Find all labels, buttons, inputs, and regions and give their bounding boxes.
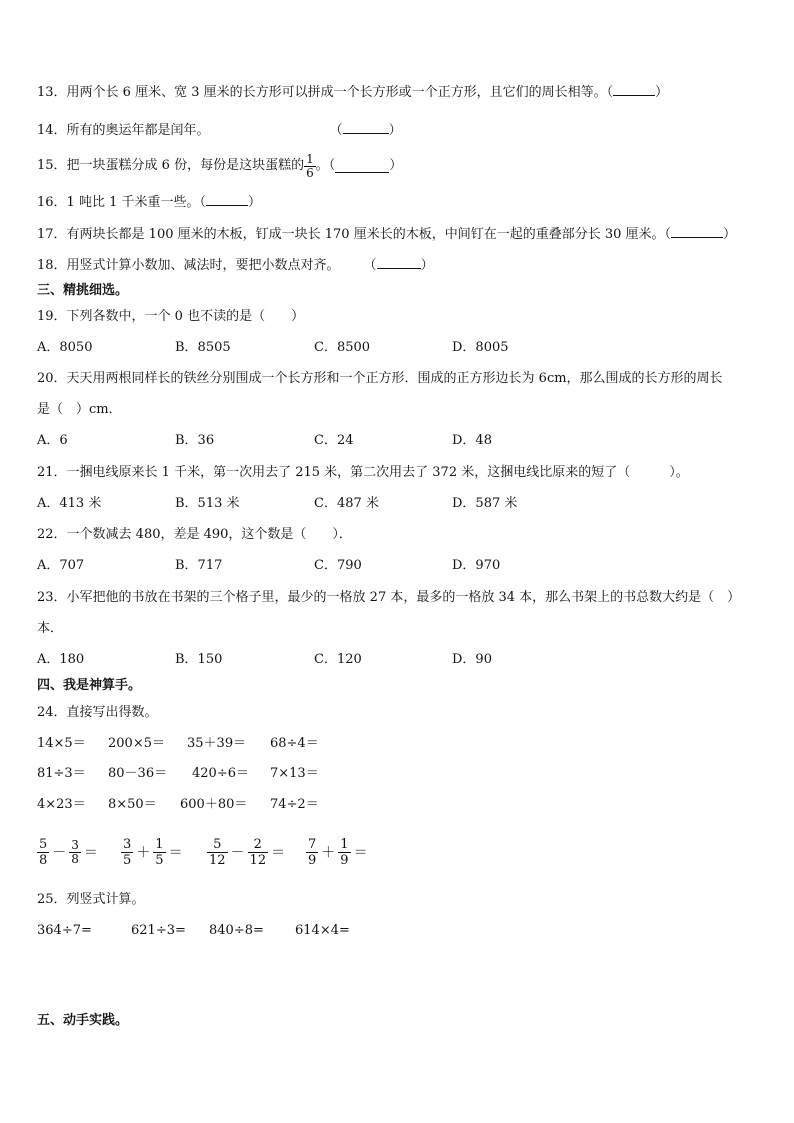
- option-d[interactable]: D．587 米: [452, 496, 518, 511]
- question-17-text: 17．有两块长都是 100 厘米的木板，钉成一块长 170 厘米长的木板，中间钉在一起的重叠部分长 30 厘米。（: [37, 227, 672, 242]
- calc-item: 4×23＝: [37, 797, 86, 812]
- question-17: [37, 225, 736, 244]
- calc-item: 600＋80＝: [180, 797, 248, 812]
- fraction-expr: [207, 832, 285, 872]
- section-3-title: 三、精挑细选。: [37, 283, 129, 298]
- option-a[interactable]: A．6: [37, 433, 68, 448]
- paren-close: ）: [247, 195, 261, 210]
- calc-item: 420÷6＝: [192, 766, 249, 781]
- fraction-numerator: 1: [306, 151, 314, 166]
- fraction-denominator: 12: [249, 852, 267, 868]
- fraction-denominator: 5: [123, 852, 132, 868]
- question-14-text: 14．所有的奥运年都是闰年。: [37, 123, 210, 138]
- equals-sign: ＝: [83, 845, 98, 861]
- option-c[interactable]: C．24: [314, 433, 354, 448]
- fraction: [69, 839, 81, 866]
- calc-item: 80－36＝: [108, 766, 168, 781]
- operator: ＋: [321, 845, 336, 861]
- option-a[interactable]: A．413 米: [37, 496, 102, 511]
- question-16: [37, 193, 261, 212]
- question-13: [37, 83, 668, 102]
- question-13-text: 13．用两个长 6 厘米、宽 3 厘米的长方形可以拼成一个长方形或一个正方形，且它们的周长相等。（: [37, 85, 614, 100]
- question-16-text: 16．1 吨比 1 千米重一些。（: [37, 195, 206, 210]
- question-19: 19．下列各数中，一个 0 也不读的是（ ）: [37, 309, 305, 324]
- fraction-numerator: 7: [308, 836, 317, 852]
- question-23-cont: 本．: [37, 621, 64, 636]
- option-b[interactable]: B．8505: [175, 340, 231, 355]
- question-22: 22．一个数减去 480，差是 490，这个数是（ ）．: [37, 527, 352, 542]
- question-14: [37, 121, 402, 140]
- question-21: 21．一捆电线原来长 1 千米，第一次用去了 215 米，第二次用去了 372 米，这捆电线比原来的短了（ ）。: [37, 465, 689, 480]
- fraction-numerator: 1: [340, 836, 349, 852]
- question-20-cont: 是（ ）cm．: [37, 402, 122, 417]
- fraction-expr: [121, 832, 183, 872]
- operator: －: [230, 845, 245, 861]
- calc-item: 68÷4＝: [270, 736, 319, 751]
- fraction-denominator: 8: [39, 852, 48, 868]
- question-15-tail: 。（: [315, 158, 336, 173]
- answer-blank-16[interactable]: [206, 193, 248, 206]
- fraction-numerator: 5: [39, 836, 48, 852]
- option-d[interactable]: D．970: [452, 558, 501, 573]
- fraction-denominator: 6: [306, 165, 314, 180]
- fraction-denominator: 9: [340, 852, 349, 868]
- option-b[interactable]: B．717: [175, 558, 223, 573]
- question-18-text: 18．用竖式计算小数加、减法时，要把小数点对齐。: [37, 258, 340, 273]
- paren-close: ）: [388, 123, 402, 138]
- calc-item: 14×5＝: [37, 736, 86, 751]
- fraction-denominator: 12: [209, 852, 226, 868]
- question-18: [37, 256, 434, 275]
- option-d[interactable]: D．48: [452, 433, 492, 448]
- question-25-title: 25．列竖式计算。: [37, 892, 145, 907]
- calc-item: 8×50＝: [108, 797, 157, 812]
- fraction-one-sixth: [304, 153, 316, 180]
- equals-sign: ＝: [168, 845, 183, 861]
- fraction: [207, 837, 228, 868]
- option-c[interactable]: C．790: [314, 558, 362, 573]
- option-c[interactable]: C．487 米: [314, 496, 379, 511]
- paren-close: ）: [723, 227, 737, 242]
- calc-item: 614×4=: [295, 923, 350, 938]
- calc-item: 364÷7=: [37, 923, 92, 938]
- question-15-text: 15．把一块蛋糕分成 6 份，每份是这块蛋糕的: [37, 158, 305, 173]
- fraction: [338, 837, 350, 868]
- fraction-expr: [37, 832, 98, 872]
- question-23: 23．小军把他的书放在书架的三个格子里，最少的一格放 27 本，最多的一格放 34 本，那么书架上的书总数大约是（ ）: [37, 590, 741, 605]
- calc-item: 74÷2＝: [270, 797, 319, 812]
- fraction-denominator: 8: [71, 851, 79, 866]
- option-a[interactable]: A．8050: [37, 340, 93, 355]
- fraction-numerator: 5: [207, 837, 228, 853]
- section-5-title: 五、动手实践。: [37, 1013, 129, 1028]
- fraction: [37, 837, 49, 868]
- answer-blank-13[interactable]: [613, 83, 655, 96]
- question-15: [37, 149, 402, 183]
- answer-blank-15[interactable]: [335, 160, 389, 173]
- operator: ＋: [136, 845, 151, 861]
- fraction-denominator: 5: [155, 852, 164, 868]
- fraction-numerator: 1: [155, 836, 164, 852]
- question-24-title: 24．直接写出得数。: [37, 705, 158, 720]
- paren-close: ）: [389, 158, 403, 173]
- paren-close: ）: [655, 85, 669, 100]
- calc-item: 7×13＝: [270, 766, 319, 781]
- option-c[interactable]: C．120: [314, 652, 362, 667]
- fraction: [121, 837, 133, 868]
- option-d[interactable]: D．8005: [452, 340, 509, 355]
- equals-sign: ＝: [271, 845, 286, 861]
- paren-open: （: [363, 258, 377, 273]
- option-b[interactable]: B．36: [175, 433, 215, 448]
- fraction-numerator: 2: [248, 837, 269, 853]
- fraction: [306, 837, 318, 868]
- calc-item: 840÷8=: [209, 923, 264, 938]
- option-a[interactable]: A．180: [37, 652, 85, 667]
- answer-blank-14[interactable]: [343, 121, 389, 134]
- section-4-title: 四、我是神算手。: [37, 678, 142, 693]
- answer-blank-17[interactable]: [671, 225, 723, 238]
- paren-open: （: [329, 123, 343, 138]
- paren-close: ）: [420, 258, 434, 273]
- option-a[interactable]: A．707: [37, 558, 85, 573]
- option-d[interactable]: D．90: [452, 652, 492, 667]
- calc-item: 200×5＝: [108, 736, 165, 751]
- answer-blank-18[interactable]: [377, 256, 421, 269]
- option-b[interactable]: B．513 米: [175, 496, 240, 511]
- operator: －: [52, 845, 67, 861]
- calc-item: 621÷3=: [131, 923, 186, 938]
- equals-sign: ＝: [353, 845, 368, 861]
- fraction: [153, 837, 165, 868]
- fraction-expr: [306, 832, 368, 872]
- option-b[interactable]: B．150: [175, 652, 223, 667]
- calc-item: 81÷3＝: [37, 766, 86, 781]
- fraction-numerator: 3: [71, 837, 79, 852]
- fraction-denominator: 9: [308, 852, 317, 868]
- fraction-numerator: 3: [123, 836, 132, 852]
- question-20: 20．天天用两根同样长的铁丝分别围成一个长方形和一个正方形．围成的正方形边长为 6cm，那么围成的长方形的周长: [37, 371, 723, 386]
- option-c[interactable]: C．8500: [314, 340, 371, 355]
- calc-item: 35＋39＝: [187, 736, 247, 751]
- fraction: [248, 837, 269, 868]
